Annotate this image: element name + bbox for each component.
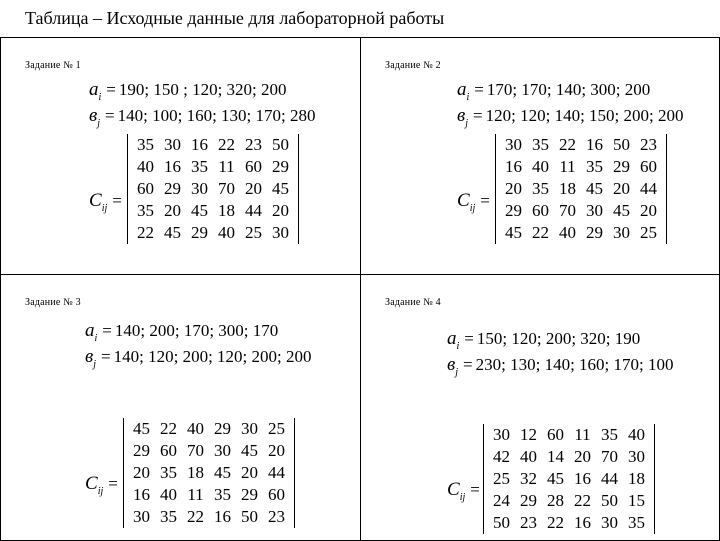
matrix-cell: 22	[547, 513, 564, 532]
matrix-cell: 22	[187, 507, 204, 526]
matrix-row	[132, 134, 294, 156]
matrix-cell: 70	[187, 441, 204, 460]
matrix-cell: 22	[160, 419, 177, 438]
task-4-cell	[361, 275, 720, 532]
task-1-cell	[1, 38, 360, 274]
matrix-cell: 35	[628, 513, 645, 532]
matrix-cell: 45	[191, 201, 208, 220]
matrix-cell: 11	[574, 425, 591, 444]
matrix-cell: 20	[272, 201, 289, 220]
matrix-cell: 29	[241, 485, 258, 504]
matrix-cell: 40	[187, 419, 204, 438]
matrix-cell: 29	[133, 441, 150, 460]
matrix-cell: 40	[218, 223, 235, 242]
matrix-cell: 44	[245, 201, 262, 220]
matrix-cell: 20	[505, 179, 522, 198]
matrix-cell: 45	[133, 419, 150, 438]
matrix-cell: 22	[137, 223, 154, 242]
matrix-row	[500, 156, 662, 178]
matrix-cell: 22	[218, 135, 235, 154]
matrix-cell: 29	[272, 157, 289, 176]
matrix-cell: 29	[191, 223, 208, 242]
task-4-a-equation: $a_i = 150$; 120; 200; 320; 190	[447, 328, 641, 352]
matrix-cell: 40	[520, 447, 537, 466]
matrix-cell: 44	[601, 469, 618, 488]
matrix-cell: 20	[574, 447, 591, 466]
matrix-cell: 22	[559, 135, 576, 154]
matrix-row	[488, 490, 650, 512]
matrix-cell: 70	[559, 201, 576, 220]
matrix-row	[128, 418, 290, 440]
matrix-cell: 35	[532, 135, 549, 154]
matrix-cell: 29	[505, 201, 522, 220]
matrix-cell: 30	[164, 135, 181, 154]
matrix-cell: 20	[613, 179, 630, 198]
matrix-cell: 45	[214, 463, 231, 482]
task-3-a-values: 140; 200; 170; 300; 170	[114, 321, 279, 340]
matrix-cell: 20	[268, 441, 285, 460]
matrix-row	[132, 222, 294, 244]
matrix-cell: 40	[532, 157, 549, 176]
matrix-row	[132, 200, 294, 222]
matrix-cell: 40	[137, 157, 154, 176]
task-2-b-equation: $в_j = 120$; 120; 140; 150; 200; 200	[457, 105, 684, 129]
matrix-cell: 20	[164, 201, 181, 220]
matrix-cell: 18	[187, 463, 204, 482]
matrix-cell: 20	[241, 463, 258, 482]
matrix-cell: 60	[245, 157, 262, 176]
matrix-row	[488, 446, 650, 468]
matrix-cell: 40	[559, 223, 576, 242]
task-4-a-values: 150; 120; 200; 320; 190	[476, 329, 641, 348]
matrix-cell: 50	[601, 491, 618, 510]
matrix-row	[488, 512, 650, 534]
task-3-a-equation: $a_i = 140$; 200; 170; 300; 170	[85, 320, 279, 344]
page-title: Таблица – Исходные данные для лабораторной работы	[25, 8, 445, 28]
matrix-cell: 29	[613, 157, 630, 176]
matrix-cell: 23	[268, 507, 285, 526]
matrix-cell: 70	[218, 179, 235, 198]
matrix-cell: 60	[137, 179, 154, 198]
matrix-cell: 60	[268, 485, 285, 504]
matrix-cell: 30	[493, 425, 510, 444]
matrix-cell: 60	[160, 441, 177, 460]
matrix-cell: 30	[586, 201, 603, 220]
task-3-b-values: 140; 120; 200; 120; 200; 200	[113, 347, 312, 366]
matrix-cell: 16	[133, 485, 150, 504]
matrix-cell: 40	[628, 425, 645, 444]
matrix-cell: 16	[214, 507, 231, 526]
matrix-cell: 11	[187, 485, 204, 504]
task-3-cost-matrix	[123, 418, 295, 528]
matrix-cell: 22	[574, 491, 591, 510]
matrix-cell: 15	[628, 491, 645, 510]
matrix-cell: 30	[272, 223, 289, 242]
task-1-b-values: 140; 100; 160; 130; 170; 280	[117, 106, 316, 125]
matrix-cell: 23	[245, 135, 262, 154]
matrix-cell: 45	[241, 441, 258, 460]
task-4-label: Задание № 4	[385, 297, 441, 308]
matrix-row	[500, 200, 662, 222]
matrix-row	[132, 156, 294, 178]
matrix-cell: 16	[574, 513, 591, 532]
matrix-cell: 30	[601, 513, 618, 532]
matrix-row	[128, 506, 290, 528]
matrix-cell: 16	[164, 157, 181, 176]
matrix-cell: 25	[268, 419, 285, 438]
matrix-cell: 16	[505, 157, 522, 176]
matrix-cell: 18	[628, 469, 645, 488]
matrix-cell: 29	[586, 223, 603, 242]
task-1-a-values: 190; 150 ; 120; 320; 200	[118, 80, 287, 99]
matrix-cell: 30	[505, 135, 522, 154]
matrix-row	[500, 178, 662, 200]
matrix-cell: 25	[245, 223, 262, 242]
matrix-cell: 40	[160, 485, 177, 504]
matrix-cell: 35	[214, 485, 231, 504]
matrix-cell: 60	[547, 425, 564, 444]
matrix-cell: 30	[241, 419, 258, 438]
matrix-cell: 35	[586, 157, 603, 176]
matrix-cell: 16	[191, 135, 208, 154]
task-2-cost-matrix	[495, 134, 667, 244]
matrix-row	[128, 440, 290, 462]
matrix-cell: 24	[493, 491, 510, 510]
matrix-cell: 42	[493, 447, 510, 466]
matrix-cell: 45	[586, 179, 603, 198]
matrix-cell: 50	[613, 135, 630, 154]
matrix-cell: 35	[160, 463, 177, 482]
matrix-cell: 29	[164, 179, 181, 198]
matrix-cell: 18	[559, 179, 576, 198]
matrix-cell: 45	[164, 223, 181, 242]
matrix-cell: 30	[133, 507, 150, 526]
matrix-cell: 50	[241, 507, 258, 526]
matrix-cell: 20	[245, 179, 262, 198]
matrix-cell: 60	[640, 157, 657, 176]
matrix-cell: 45	[613, 201, 630, 220]
matrix-cell: 44	[268, 463, 285, 482]
matrix-cell: 16	[574, 469, 591, 488]
task-1-a-equation: $a_i = 190$; 150 ; 120; 320; 200	[89, 79, 287, 103]
task-3-b-equation: $в_j = 140$; 120; 200; 120; 200; 200	[85, 346, 312, 370]
matrix-cell: 35	[191, 157, 208, 176]
task-1-cost-matrix	[127, 134, 299, 244]
matrix-cell: 20	[133, 463, 150, 482]
matrix-cell: 23	[520, 513, 537, 532]
task-3-cell	[1, 275, 360, 526]
matrix-cell: 14	[547, 447, 564, 466]
matrix-row	[132, 178, 294, 200]
task-2-label: Задание № 2	[385, 60, 441, 71]
matrix-cell: 11	[218, 157, 235, 176]
matrix-cell: 11	[559, 157, 576, 176]
matrix-row	[500, 134, 662, 156]
matrix-cell: 30	[628, 447, 645, 466]
matrix-row	[500, 222, 662, 244]
matrix-cell: 22	[532, 223, 549, 242]
data-table	[0, 37, 720, 541]
task-3-label: Задание № 3	[25, 297, 81, 308]
matrix-cell: 45	[547, 469, 564, 488]
matrix-row	[128, 484, 290, 506]
matrix-row	[488, 424, 650, 446]
task-4-b-equation: $в_j = 230$; 130; 140; 160; 170; 100	[447, 354, 674, 378]
matrix-cell: 50	[272, 135, 289, 154]
task-1-b-equation: $в_j = 140$; 100; 160; 130; 170; 280	[89, 105, 316, 129]
task-2-a-equation: $a_i = 170$; 170; 140; 300; 200	[457, 79, 651, 103]
matrix-cell: 32	[520, 469, 537, 488]
matrix-cell: 35	[137, 135, 154, 154]
matrix-cell: 44	[640, 179, 657, 198]
matrix-cell: 30	[214, 441, 231, 460]
matrix-cell: 35	[601, 425, 618, 444]
task-2-b-values: 120; 120; 140; 150; 200; 200	[485, 106, 684, 125]
matrix-cell: 20	[640, 201, 657, 220]
task-1-c-symbol: $C_{ij}$ =	[89, 190, 122, 214]
matrix-row	[128, 462, 290, 484]
matrix-cell: 28	[547, 491, 564, 510]
matrix-cell: 16	[586, 135, 603, 154]
matrix-cell: 30	[191, 179, 208, 198]
task-2-a-values: 170; 170; 140; 300; 200	[486, 80, 651, 99]
matrix-cell: 23	[640, 135, 657, 154]
matrix-row	[488, 468, 650, 490]
matrix-cell: 25	[493, 469, 510, 488]
matrix-cell: 70	[601, 447, 618, 466]
task-4-cost-matrix	[483, 424, 655, 534]
matrix-cell: 12	[520, 425, 537, 444]
task-4-b-values: 230; 130; 140; 160; 170; 100	[475, 355, 674, 374]
task-2-cell	[361, 38, 720, 274]
matrix-cell: 18	[218, 201, 235, 220]
task-1-label: Задание № 1	[25, 60, 81, 71]
task-3-c-symbol: $C_{ij}$ =	[85, 473, 118, 497]
matrix-cell: 45	[505, 223, 522, 242]
matrix-cell: 35	[160, 507, 177, 526]
matrix-cell: 35	[532, 179, 549, 198]
matrix-cell: 35	[137, 201, 154, 220]
matrix-cell: 45	[272, 179, 289, 198]
matrix-cell: 25	[640, 223, 657, 242]
matrix-cell: 50	[493, 513, 510, 532]
task-4-c-symbol: $C_{ij}$ =	[447, 479, 480, 503]
matrix-cell: 60	[532, 201, 549, 220]
matrix-cell: 29	[520, 491, 537, 510]
matrix-cell: 30	[613, 223, 630, 242]
matrix-cell: 29	[214, 419, 231, 438]
task-2-c-symbol: $C_{ij}$ =	[457, 190, 490, 214]
